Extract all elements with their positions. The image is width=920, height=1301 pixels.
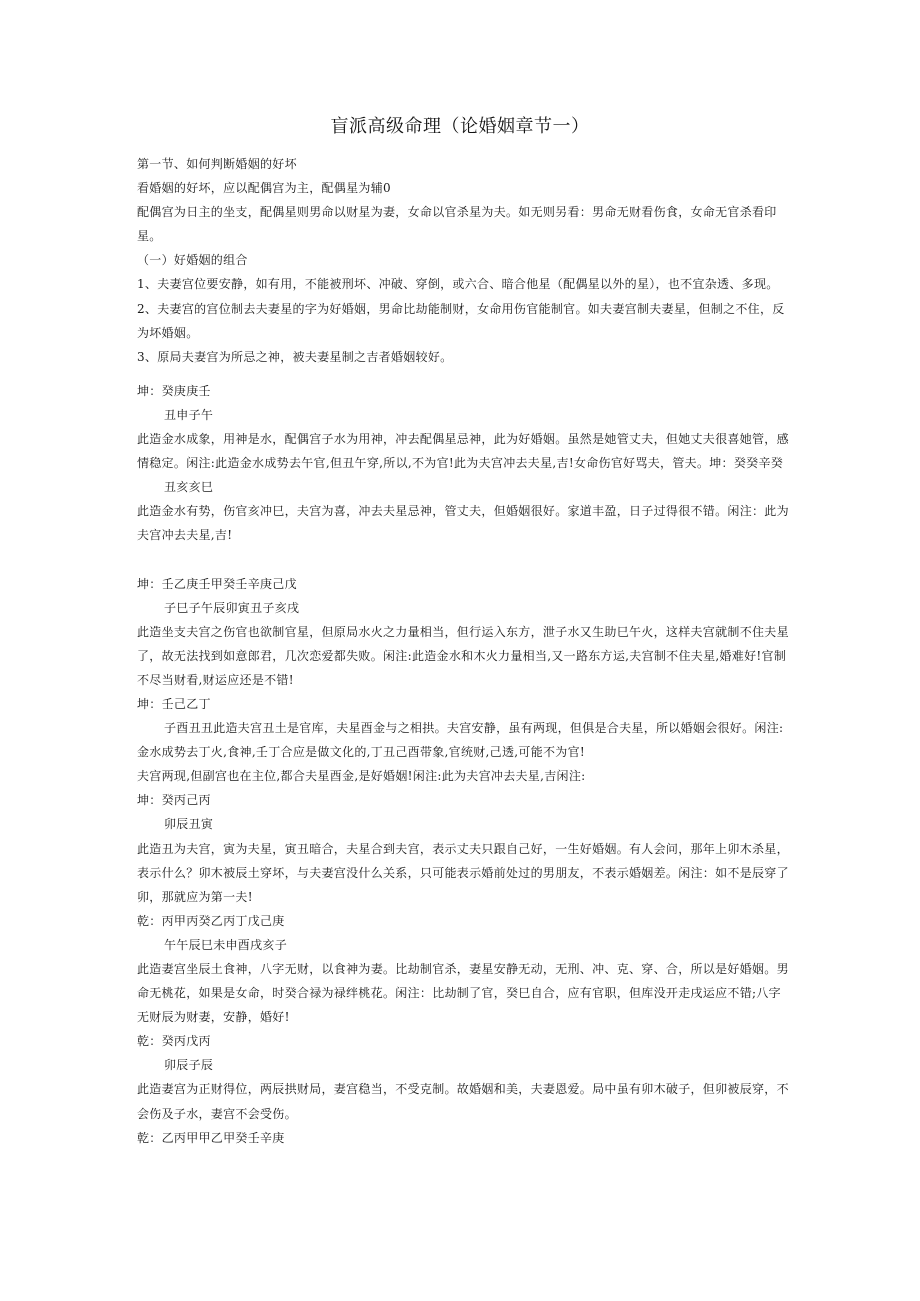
paragraph-line: 坤：癸庚庚壬: [137, 383, 211, 398]
paragraph-line: 2、夫妻宫的宫位制去夫妻星的字为好婚姻，男命比劫能制财，女命用伤官能制官。如夫妻宫制夫妻星，但制之不住，反为坏婚姻。: [137, 301, 785, 340]
paragraph-line: 此造金水成象，用神是水，配偶宫子水为用神，冲去配偶星忌神，此为好婚姻。虽然是她管丈夫，但她丈夫很喜她管，感情稳定。闲注:此造金水成势去午官,但丑午穿,所以,不为官!此为夫宫冲去夫星,吉!女命伤官好骂夫，管夫。坤：癸癸辛癸: [137, 432, 789, 471]
paragraph-line: 坤：壬己乙丁: [137, 696, 211, 711]
paragraph-line: 看婚姻的好坏，应以配偶宫为主，配偶星为辅0: [137, 181, 391, 196]
paragraph-line: 此造妻宫坐辰土食神，八字无财，以食神为妻。比劫制官杀，妻星安静无动，无刑、冲、克、穿、合，所以是好婚姻。男命无桃花，如果是女命，时癸合禄为禄绊桃花。闲注：比劫制了官，癸巳自合，应有官职，但库没开走戌运应不错;八字无财辰为财妻，安静，婚好!: [137, 962, 789, 1025]
paragraph-line: 乾：癸丙戊丙: [137, 1034, 211, 1049]
paragraph-line: 乾：乙丙甲甲乙甲癸壬辛庚: [137, 1130, 285, 1145]
paragraph-line: 1、夫妻宫位要安静，如有用，不能被刑坏、冲破、穿倒，或六合、暗合他星（配偶星以外的星），也不宜杂透、多现。: [137, 277, 779, 292]
paragraph-line: 丑申子午: [164, 407, 214, 422]
paragraph-line: 此造丑为夫宫，寅为夫星，寅丑暗合，夫星合到夫宫，表示丈夫只跟自己好，一生好婚姻。有人会问，那年上卯木杀星，表示什么？卯木被辰土穿坏，与夫妻宫没什么关系，只可能表示婚前处过的男朋友，不表示婚姻差。闲注：如不是辰穿了卯，那就应为第一夫!: [137, 841, 789, 904]
paragraph-line: 此造坐支夫宫之伤官也欲制官星，但原局水火之力量相当，但行运入东方，泄子水又生助巳午火，这样夫宫就制不住夫星了，故无法找到如意郎君，几次恋爱都失败。闲注:此造金水和木火力量相当,又一路东方运,夫宫制不住夫星,婚难好!官制不尽当财看,财运应还是不错!: [137, 624, 789, 687]
paragraph-line: 夫宫两现,但副宫也在主位,都合夫星酉金,是好婚姻!闲注:此为夫宫冲去夫星,吉闲注:: [137, 769, 586, 784]
paragraph-line: 第一节、如何判断婚姻的好坏: [137, 157, 297, 171]
paragraph-line: 卯辰子辰: [164, 1058, 214, 1073]
paragraph-line: 卯辰丑寅: [164, 817, 214, 832]
paragraph-line: 午午辰巳未申酉戌亥子: [164, 937, 288, 952]
paragraph-line: 配偶宫为日主的坐支，配偶星则男命以财星为妻，女命以官杀星为夫。如无则另看：男命无财看伤食，女命无官杀看印星。: [137, 205, 777, 244]
document-body: [137, 152, 793, 1150]
paragraph-line: 此造金水有势，伤官亥冲巳，夫宫为喜，冲去夫星忌神，管丈夫，但婚姻很好。家道丰盈，日子过得很不错。闲注：此为夫宫冲去夫星,吉!: [137, 504, 789, 543]
paragraph-line: 乾：丙甲丙癸乙丙丁戊己庚: [137, 913, 285, 928]
page-title: 盲派高级命理（论婚姻章节一）: [330, 116, 590, 137]
paragraph-line: 子巳子午辰卯寅丑子亥戌: [164, 600, 300, 615]
paragraph-line: 子酉丑丑此造夫宫丑土是官库，夫星酉金与之相拱。夫宫安静，虽有两现，但俱是合夫星，所以婚姻会很好。闲注:金水成势去丁火,食神,壬丁合应是做文化的,丁丑己酉带象,官统财,己透,可能不为官!: [137, 721, 784, 760]
paragraph-line: 坤：癸丙己丙: [137, 793, 211, 808]
paragraph-line: 3、原局夫妻宫为所忌之神，被夫妻星制之吉者婚姻较好。: [137, 349, 453, 364]
paragraph-line: 此造妻宫为正财得位，两辰拱财局，妻宫稳当，不受克制。故婚姻和美，夫妻恩爱。局中虽有卯木破子，但卯被辰穿，不会伤及子水，妻宫不会受伤。: [137, 1082, 789, 1121]
paragraph-line: 丑亥亥巳: [164, 480, 214, 495]
paragraph-line: 坤：壬乙庚壬甲癸壬辛庚己戊: [137, 576, 297, 591]
paragraph-line: （一）好婚姻的组合: [137, 253, 248, 268]
